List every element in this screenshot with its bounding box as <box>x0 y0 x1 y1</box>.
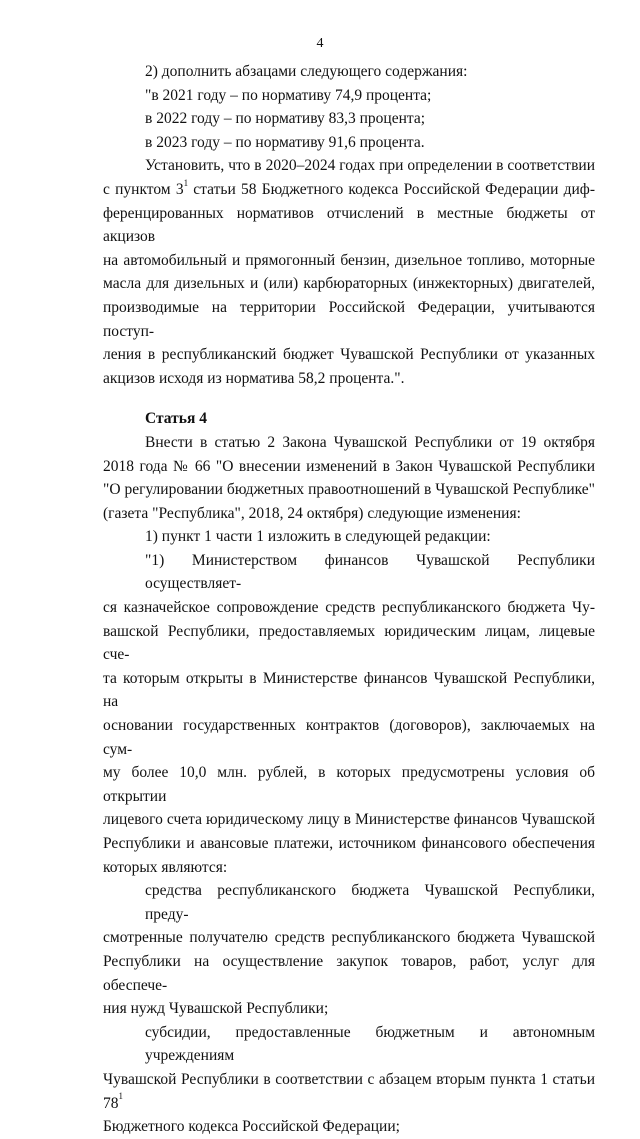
article-paragraph <box>103 431 595 525</box>
text-line: "в 2021 году – по нормативу 74,9 процента; <box>145 86 432 104</box>
text-line: вашской Республики, предоставляемых юридическим лицам, лицевые сче- <box>103 622 595 664</box>
text-line <box>103 178 595 202</box>
text-line: смотренные получателю средств республиканского бюджета Чувашской <box>103 929 595 947</box>
article-paragraph <box>103 549 595 879</box>
text-line: основании государственных контрактов (договоров), заключаемых на сум- <box>103 717 595 758</box>
text-fragment: Чувашской Республики в соответствии с абзацем вторым пункта 1 статьи 78 <box>103 1070 595 1112</box>
text-line: ления в республиканский бюджет Чувашской Республики от указанных <box>103 346 595 364</box>
text-line: субсидии, предоставленные бюджетным и автономным учреждениям <box>145 1023 595 1065</box>
text-line: в 2023 году – по нормативу 91,6 процента. <box>145 133 425 151</box>
text-line <box>103 1068 595 1115</box>
article-paragraph <box>103 525 595 549</box>
text-line: та которым открыты в Министерстве финансов Чувашской Республики, на <box>103 669 595 711</box>
text-line: ся казначейское сопровождение средств республиканского бюджета Чу- <box>103 599 595 617</box>
document-body <box>103 60 595 1139</box>
text-fragment: с пунктом 3 <box>103 180 184 198</box>
text-line: которых являются: <box>103 858 228 876</box>
text-line: средства республиканского бюджета Чувашской Республики, преду- <box>145 882 595 923</box>
text-line: Установить, что в 2020–2024 годах при определении в соответствии <box>145 157 595 175</box>
establishment-paragraph <box>103 154 595 390</box>
text-line: масла для дизельных и (или) карбюраторных (инжекторных) двигателей, <box>103 275 595 293</box>
text-line: Республики на осуществление закупок товаров, работ, услуг для обеспече- <box>103 952 595 994</box>
text-line: Бюджетного кодекса Российской Федерации; <box>103 1118 400 1136</box>
page-number: 4 <box>316 36 324 51</box>
text-line: 2) дополнить абзацами следующего содержания: <box>145 63 468 80</box>
text-line: производимые на территории Российской Федерации, учитываются поступ- <box>103 298 595 340</box>
text-line: Республики и авансовые платежи, источником финансового обеспечения <box>103 835 595 852</box>
text-line: ния нужд Чувашской Республики; <box>103 1000 329 1018</box>
text-line: в 2022 году – по нормативу 83,3 процента; <box>145 110 426 128</box>
superscript: 1 <box>118 1091 123 1102</box>
text-line: 2018 года № 66 "О внесении изменений в Закон Чувашской Республики <box>103 457 595 475</box>
text-line: 1) пункт 1 части 1 изложить в следующей редакции: <box>145 528 491 546</box>
text-line: му более 10,0 млн. рублей, в которых предусмотрены условия об открытии <box>103 764 595 805</box>
text-line: ференцированных нормативов отчислений в местные бюджеты от акцизов <box>103 204 595 246</box>
superscript: 1 <box>183 177 189 188</box>
text-line: на автомобильный и прямогонный бензин, дизельное топливо, моторные <box>103 251 595 269</box>
amendment-paragraph <box>103 60 595 154</box>
text-line: Внести в статью 2 Закона Чувашской Республики от 19 октября <box>145 433 595 451</box>
article-paragraph <box>103 1021 595 1139</box>
article-heading: Статья 4 <box>145 410 207 428</box>
text-fragment: статьи 58 Бюджетного кодекса Российской Федерации диф- <box>188 180 595 198</box>
text-line: "О регулировании бюджетных правоотношений в Чувашской Республике" <box>103 481 595 499</box>
text-line: акцизов исходя из норматива 58,2 процента.". <box>103 369 405 387</box>
article-paragraph <box>103 879 595 1021</box>
text-line: "1) Министерством финансов Чувашской Республики осуществляет- <box>145 551 595 593</box>
text-line: (газета "Республика", 2018, 24 октября) следующие изменения: <box>103 504 521 522</box>
text-line: лицевого счета юридическому лицу в Министерстве финансов Чувашской <box>103 811 595 829</box>
